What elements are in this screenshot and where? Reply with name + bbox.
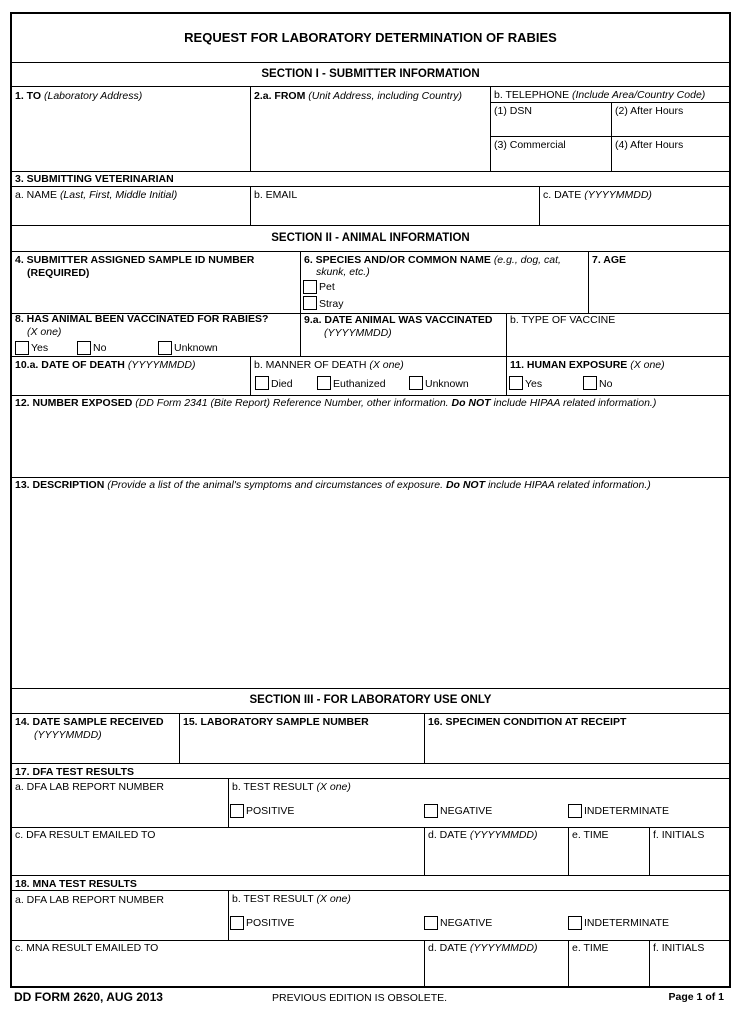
mna-time-label: e. TIME [572, 942, 609, 954]
stray-label: Stray [319, 298, 344, 310]
mna-initials-label: f. INITIALS [653, 942, 705, 954]
number-exposed-label: 12. NUMBER EXPOSED (DD Form 2341 (Bite Report) Reference Number, other information. Do NOT include HIPAA related information.) [15, 397, 657, 409]
mna-initials-input[interactable] [652, 955, 730, 985]
vaccination-date-label: 9.a. DATE ANIMAL WAS VACCINATED [304, 314, 493, 326]
after-hours-2-label: (2) After Hours [615, 105, 684, 117]
died-label: Died [271, 378, 293, 390]
vaccine-type-label: b. TYPE OF VACCINE [510, 314, 616, 326]
date-received-label: 14. DATE SAMPLE RECEIVED [15, 716, 164, 728]
dfa-initials-input[interactable] [652, 842, 730, 874]
after-hours-4-label: (4) After Hours [615, 139, 684, 151]
dfa-negative-label: NEGATIVE [440, 805, 493, 817]
dfa-positive-checkbox[interactable] [230, 804, 244, 818]
mna-date-input[interactable] [427, 955, 567, 985]
lab-sample-number-label: 15. LABORATORY SAMPLE NUMBER [183, 716, 369, 728]
dfa-time-input[interactable] [571, 842, 648, 874]
mna-report-number-input[interactable] [14, 907, 226, 939]
vaccinated-no-label: No [93, 342, 107, 354]
vaccination-date-input[interactable] [303, 340, 505, 355]
vaccinated-unknown-checkbox[interactable] [158, 341, 172, 355]
death-unknown-label: Unknown [425, 378, 469, 390]
vaccinated-unknown-label: Unknown [174, 342, 218, 354]
vaccinated-no-checkbox[interactable] [77, 341, 91, 355]
sample-id-required: (REQUIRED) [27, 267, 90, 279]
human-exposure-label: 11. HUMAN EXPOSURE (X one) [510, 359, 665, 371]
pet-label: Pet [319, 281, 335, 293]
species-hint: skunk, etc.) [316, 266, 370, 278]
section-3-heading: SECTION III - FOR LABORATORY USE ONLY [249, 694, 492, 706]
dfa-report-number-input[interactable] [14, 794, 226, 826]
age-input[interactable] [591, 268, 730, 312]
commercial-label: (3) Commercial [494, 139, 566, 151]
vet-date-label: c. DATE (YYYYMMDD) [543, 189, 652, 201]
dfa-date-label: d. DATE (YYYYMMDD) [428, 829, 538, 841]
section-1-heading: SECTION I - SUBMITTER INFORMATION [261, 68, 480, 80]
vaccinated-hint: (X one) [27, 326, 62, 338]
dfa-test-result-label: b. TEST RESULT (X one) [232, 781, 351, 793]
euthanized-label: Euthanized [333, 378, 386, 390]
vaccinated-yes-checkbox[interactable] [15, 341, 29, 355]
mna-test-result-label: b. TEST RESULT (X one) [232, 893, 351, 905]
death-date-label: 10.a. DATE OF DEATH (YYYYMMDD) [15, 359, 196, 371]
number-exposed-input[interactable] [14, 411, 730, 475]
specimen-condition-label: 16. SPECIMEN CONDITION AT RECEIPT [428, 716, 627, 728]
dfa-emailed-to-label: c. DFA RESULT EMAILED TO [15, 829, 156, 841]
exposure-yes-checkbox[interactable] [509, 376, 523, 390]
dfa-time-label: e. TIME [572, 829, 609, 841]
mna-report-number-label: a. DFA LAB REPORT NUMBER [15, 894, 164, 906]
exposure-yes-label: Yes [525, 378, 543, 390]
description-input[interactable] [14, 493, 730, 685]
mna-positive-label: POSITIVE [246, 917, 295, 929]
vaccinated-label: 8. HAS ANIMAL BEEN VACCINATED FOR RABIES? [15, 313, 269, 325]
vet-date-input[interactable] [542, 202, 730, 224]
dfa-report-number-label: a. DFA LAB REPORT NUMBER [15, 781, 164, 793]
date-received-hint: (YYYYMMDD) [34, 729, 102, 741]
mna-results-heading: 18. MNA TEST RESULTS [15, 878, 137, 890]
after-hours-2-input[interactable] [613, 117, 730, 135]
telephone-label: b. TELEPHONE (Include Area/Country Code) [494, 89, 706, 101]
date-received-input[interactable] [14, 742, 177, 762]
exposure-no-label: No [599, 378, 613, 390]
dfa-negative-checkbox[interactable] [424, 804, 438, 818]
death-unknown-checkbox[interactable] [409, 376, 423, 390]
after-hours-4-input[interactable] [613, 151, 730, 170]
vet-email-input[interactable] [253, 202, 537, 224]
dfa-indeterminate-label: INDETERMINATE [584, 805, 669, 817]
vaccinated-yes-label: Yes [31, 342, 49, 354]
stray-checkbox[interactable] [303, 296, 317, 310]
vet-email-label: b. EMAIL [254, 189, 298, 201]
page-number: Page 1 of 1 [668, 991, 724, 1003]
divider [12, 86, 729, 87]
mna-positive-checkbox[interactable] [230, 916, 244, 930]
description-label: 13. DESCRIPTION (Provide a list of the animal's symptoms and circumstances of exposure. Do NOT include HIPAA related information.) [15, 479, 651, 491]
commercial-input[interactable] [492, 151, 609, 170]
died-checkbox[interactable] [255, 376, 269, 390]
from-field-label: 2.a. FROM (Unit Address, including Country) [254, 90, 462, 102]
form-id: DD FORM 2620, AUG 2013 [14, 990, 163, 1004]
vaccine-type-input[interactable] [509, 327, 730, 355]
to-address-input[interactable] [14, 104, 248, 170]
death-date-input[interactable] [14, 372, 248, 394]
euthanized-checkbox[interactable] [317, 376, 331, 390]
dfa-indeterminate-checkbox[interactable] [568, 804, 582, 818]
from-address-input[interactable] [253, 104, 489, 170]
dsn-label: (1) DSN [494, 105, 532, 117]
divider [12, 62, 729, 63]
submitting-veterinarian-label: 3. SUBMITTING VETERINARIAN [15, 173, 174, 185]
dfa-emailed-to-input[interactable] [14, 842, 422, 874]
sample-id-label: 4. SUBMITTER ASSIGNED SAMPLE ID NUMBER [15, 254, 255, 266]
mna-date-label: d. DATE (YYYYMMDD) [428, 942, 538, 954]
species-label: 6. SPECIES AND/OR COMMON NAME (e.g., dog, cat, [304, 254, 561, 266]
mna-emailed-to-input[interactable] [14, 955, 422, 985]
dfa-initials-label: f. INITIALS [653, 829, 705, 841]
dfa-date-input[interactable] [427, 842, 567, 874]
mna-negative-checkbox[interactable] [424, 916, 438, 930]
mna-emailed-to-label: c. MNA RESULT EMAILED TO [15, 942, 159, 954]
obsolete-notice: PREVIOUS EDITION IS OBSOLETE. [272, 992, 448, 1004]
to-field-label: 1. TO (Laboratory Address) [15, 90, 143, 102]
dsn-input[interactable] [492, 117, 609, 135]
section-2-heading: SECTION II - ANIMAL INFORMATION [271, 232, 470, 244]
dfa-positive-label: POSITIVE [246, 805, 295, 817]
mna-indeterminate-label: INDETERMINATE [584, 917, 669, 929]
vaccination-date-hint: (YYYYMMDD) [324, 327, 392, 339]
manner-of-death-label: b. MANNER OF DEATH (X one) [254, 359, 404, 371]
dfa-results-heading: 17. DFA TEST RESULTS [15, 766, 135, 778]
specimen-condition-input[interactable] [427, 730, 730, 762]
vet-name-input[interactable] [14, 202, 248, 224]
rabies-request-form [10, 12, 731, 988]
exposure-no-checkbox[interactable] [583, 376, 597, 390]
form-title: REQUEST FOR LABORATORY DETERMINATION OF RABIES [184, 30, 557, 45]
age-label: 7. AGE [592, 254, 627, 266]
mna-time-input[interactable] [571, 955, 648, 985]
lab-sample-number-input[interactable] [182, 730, 422, 762]
pet-checkbox[interactable] [303, 280, 317, 294]
mna-negative-label: NEGATIVE [440, 917, 493, 929]
species-input[interactable] [362, 280, 586, 312]
mna-indeterminate-checkbox[interactable] [568, 916, 582, 930]
vet-name-label: a. NAME (Last, First, Middle Initial) [15, 189, 178, 201]
sample-id-input[interactable] [14, 280, 298, 312]
